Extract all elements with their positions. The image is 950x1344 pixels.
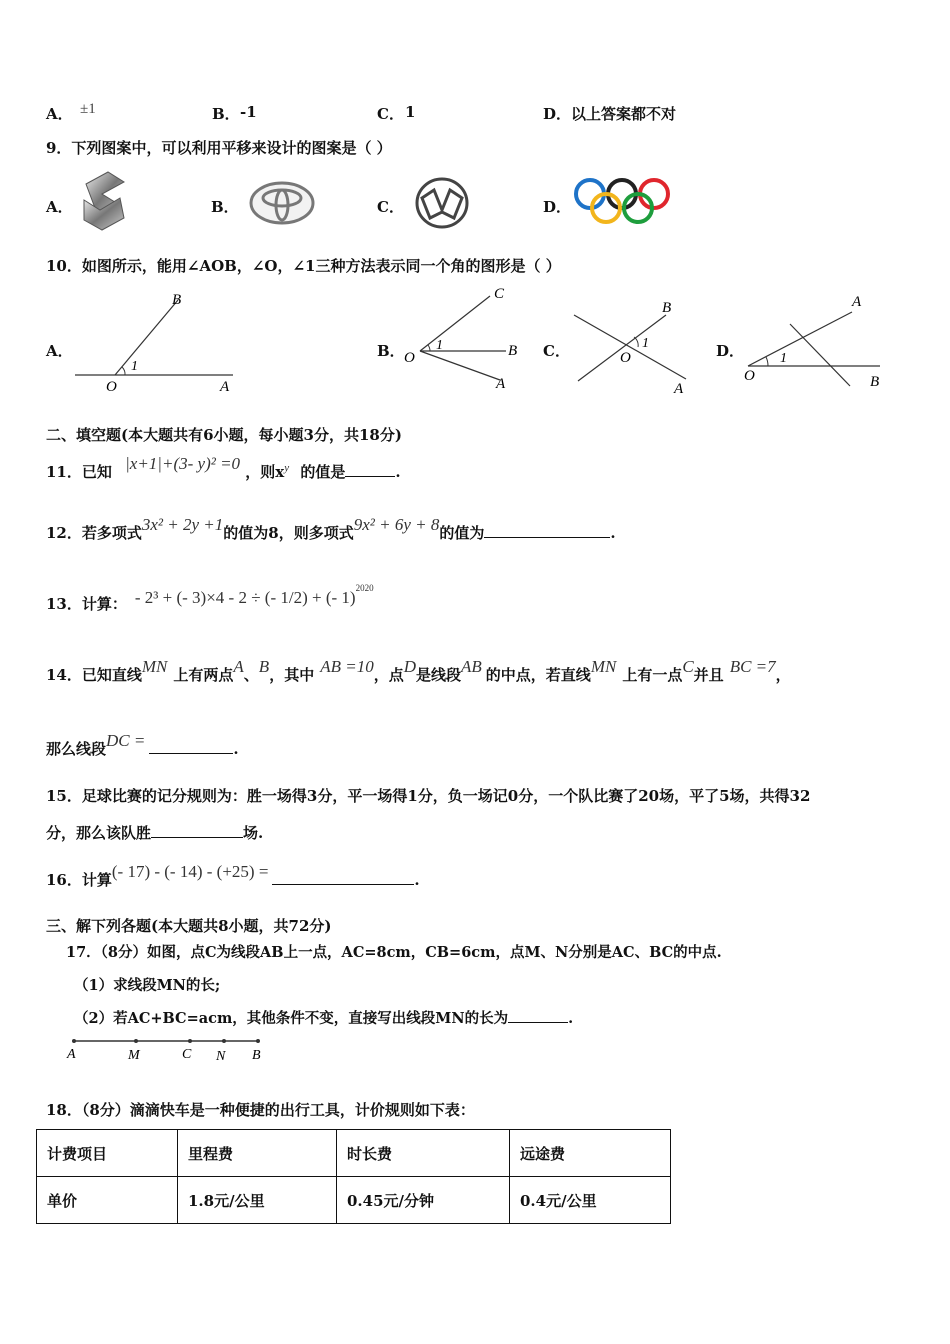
q8-option-c-label: C．	[377, 105, 404, 123]
q17-label-m: M	[128, 1048, 140, 1063]
q14-text-12: 的中点，若直线	[485, 666, 591, 684]
q14-text-14: 上有一点	[622, 666, 683, 684]
q10d-label-1: 1	[780, 351, 787, 366]
q12	[46, 515, 616, 543]
q11-tail: 的值是	[300, 463, 346, 481]
q10-stem: 10．如图所示，能用∠AOB，∠O，∠1三种方法表示同一个角的图形是（ ）	[46, 257, 561, 275]
q18-stem: 18．（8分）滴滴快车是一种便捷的出行工具，计价规则如下表：	[46, 1101, 475, 1119]
q17-label-c: C	[182, 1047, 192, 1062]
q10-option-b-label: B．	[377, 342, 405, 360]
q10-figure-d	[740, 290, 890, 392]
q17-label-b: B	[252, 1048, 261, 1063]
q11-expression: |x+1|+(3- y)² =0	[125, 454, 241, 473]
q9-option-b-label: B．	[211, 198, 239, 216]
q8-option-d-text: 以上答案都不对	[571, 105, 677, 123]
q10c-label-1: 1	[642, 336, 649, 351]
q14-end: .	[233, 740, 239, 758]
q14-text-0: 14．已知直线	[46, 666, 142, 684]
table-header-cell: 远途费	[510, 1130, 671, 1177]
q17-part-1: （1）求线段MN的长;	[74, 977, 221, 994]
table-cell: 0.45元/分钟	[337, 1177, 510, 1224]
toyota-logo-image	[248, 180, 316, 226]
q10a-label-b: B	[172, 292, 182, 308]
q17-label-a: A	[67, 1047, 76, 1062]
q11-mid: ，则x	[245, 463, 285, 481]
q10-figure-c	[568, 295, 698, 395]
q14-math-c: C	[682, 657, 694, 676]
q10-option-c-label: C．	[543, 342, 570, 360]
q8-option-c-text: 1	[405, 103, 416, 121]
q14-text-10: 是线段	[416, 666, 462, 684]
q12-expression-1: 3x² + 2y +1	[141, 515, 224, 534]
q15-line2-text: 分，那么该队胜	[46, 824, 152, 842]
q12-end: .	[610, 524, 616, 542]
q14-answer-blank[interactable]	[149, 739, 233, 754]
q14-text-2: 上有两点	[173, 666, 234, 684]
q17-stem: 17．（8分）如图，点C为线段AB上一点，AC=8cm，CB=6cm，点M、N分别是AC、BC的中点.	[66, 944, 722, 961]
table-header-row	[37, 1130, 671, 1177]
q9-option-a-label: A．	[46, 198, 73, 216]
q8-option-a-label: A．	[46, 105, 73, 123]
q16-number: 16．计算	[46, 871, 112, 889]
q17-part-2	[74, 1007, 573, 1028]
q10a-label-1: 1	[131, 359, 138, 374]
table-cell: 1.8元/公里	[178, 1177, 337, 1224]
q14-text-16: 并且	[693, 666, 724, 684]
q10-figure-b	[400, 282, 530, 392]
q14-math-d: D	[403, 657, 416, 676]
q9-stem: 9．下列图案中，可以利用平移来设计的图案是（ ）	[46, 139, 392, 157]
q10d-label-a: A	[852, 294, 862, 310]
q14-math-a: A	[233, 657, 244, 676]
q14-text-4: 、	[243, 666, 259, 684]
q10d-label-o: O	[744, 368, 755, 384]
q11-exponent: y	[284, 462, 290, 474]
section-2-heading: 二、填空题(本大题共有6小题，每小题3分，共18分)	[46, 426, 402, 444]
q13-expression: - 2³ + (- 3)×4 - 2 ÷ (- 1/2) + (- 1)	[134, 588, 356, 607]
q14-math-mn: MN	[141, 657, 168, 676]
q16-end: .	[414, 871, 420, 889]
table-cell: 0.4元/公里	[510, 1177, 671, 1224]
q10c-label-b: B	[662, 300, 672, 316]
q12-expression-2: 9x² + 6y + 8	[353, 515, 440, 534]
q10d-label-b: B	[870, 374, 880, 390]
q10c-label-o: O	[620, 350, 631, 366]
q17-label-n: N	[216, 1049, 226, 1064]
q17-part2-end: .	[568, 1010, 574, 1027]
q16	[46, 862, 420, 890]
q10c-label-a: A	[674, 381, 684, 395]
q8-option-a-text: ±1	[80, 101, 96, 117]
q14-text-18: ，	[775, 666, 791, 684]
q11	[46, 454, 401, 482]
q10a-label-a: A	[220, 379, 230, 394]
q10-figure-a	[70, 288, 245, 394]
mazda-logo-image	[414, 176, 470, 230]
q14-math-ab10: AB =10	[320, 657, 374, 676]
q8-option-b-label: B．	[212, 105, 240, 123]
q10b-label-o: O	[404, 350, 415, 366]
q9-option-c-label: C．	[377, 198, 404, 216]
q15-end: 场.	[243, 824, 264, 842]
table-header-cell: 里程费	[178, 1130, 337, 1177]
q15-line-2	[46, 822, 263, 843]
q14-text-8: ，点	[373, 666, 404, 684]
q10b-label-1: 1	[436, 338, 443, 353]
q12-tail: 的值为	[439, 524, 485, 542]
q10b-label-b: B	[508, 343, 518, 359]
q16-answer-blank[interactable]	[272, 870, 414, 885]
q13	[46, 583, 374, 614]
table-row	[37, 1177, 671, 1224]
q12-mid: 的值为8，则多项式	[223, 524, 354, 542]
q14-math-b: B	[258, 657, 270, 676]
q14-line-1	[46, 657, 791, 685]
q10b-label-a: A	[496, 376, 506, 392]
q9-option-d-label: D．	[543, 198, 572, 216]
q10-option-d-label: D．	[716, 342, 745, 360]
pricing-table	[36, 1129, 671, 1224]
q14-math-ab: AB	[461, 657, 482, 676]
q12-number: 12．若多项式	[46, 524, 142, 542]
q14-math-bc7: BC =7	[729, 657, 776, 676]
table-cell: 单价	[37, 1177, 178, 1224]
q14-line2-expression: DC =	[106, 731, 146, 750]
q13-exponent: 2020	[355, 583, 374, 593]
table-header-cell: 计费项目	[37, 1130, 178, 1177]
q10-option-a-label: A．	[46, 342, 73, 360]
q11-end: .	[395, 463, 401, 481]
table-header-cell: 时长费	[337, 1130, 510, 1177]
q16-expression: (- 17) - (- 14) - (+25) =	[111, 862, 269, 881]
q14-line-2	[46, 731, 239, 759]
q12-answer-blank[interactable]	[484, 523, 610, 538]
q10b-label-c: C	[494, 286, 505, 302]
olympic-rings-image	[572, 176, 672, 226]
q15-answer-blank[interactable]	[151, 823, 243, 838]
q8-option-b-text: -1	[240, 103, 257, 121]
q17-segment-figure	[62, 1034, 272, 1064]
section-3-heading: 三、解下列各题(本大题共8小题，共72分)	[46, 917, 332, 935]
q10a-label-o: O	[106, 379, 117, 394]
q11-number: 11．已知	[46, 463, 112, 481]
q13-number: 13．计算：	[46, 595, 127, 613]
q17-answer-blank[interactable]	[508, 1008, 568, 1023]
suzuki-logo-image	[78, 170, 130, 232]
q15-line-1: 15．足球比赛的记分规则为：胜一场得3分，平一场得1分，负一场记0分，一个队比赛了20场，平了5场，共得32	[46, 787, 811, 805]
q14-text-6: ，其中	[269, 666, 315, 684]
q11-answer-blank[interactable]	[345, 462, 395, 477]
q17-part2-text: （2）若AC+BC=acm，其他条件不变，直接写出线段MN的长为	[74, 1010, 509, 1027]
q14-math-mn-2: MN	[590, 657, 617, 676]
q14-line2-text: 那么线段	[46, 740, 107, 758]
q8-option-d-label: D．	[543, 105, 572, 123]
